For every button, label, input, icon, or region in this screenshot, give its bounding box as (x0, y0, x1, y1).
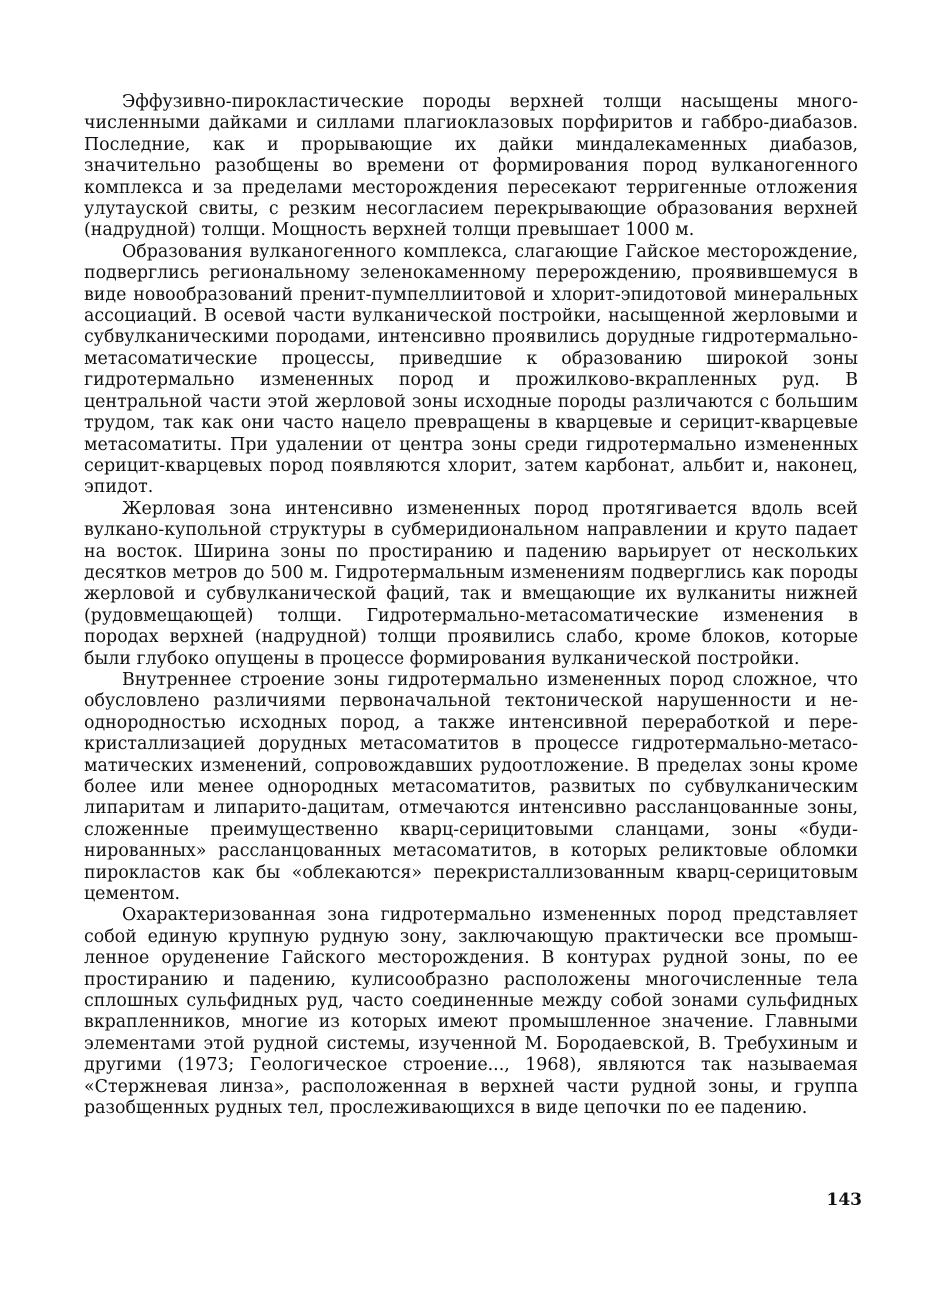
page-body (84, 92, 858, 1120)
page-number: 143 (826, 1190, 862, 1210)
paragraph-2: Образования вулканогенного комплекса, слагающие Гайское месторождение, подверглись региональному зеленокаменному перерождению, проявившемуся в виде новообразований пренит-пумпеллиитовой и хлорит-эпидотовой минеральных ассоциаций. В осевой части вулканической постройки, насыщенной жерловыми и субвулканическими породами, интенсивно проявились дорудные гидротермально-метасоматические процессы, приведшие к образованию широкой зоны гидротермально измененных пород и прожилково-вкрапленных руд. В центральной части этой жерловой зоны исходные породы различаются с большим трудом, так как они часто нацело превращены в кварцевые и серицит-кварцевые метасоматиты. При удалении от центра зоны среди гидротермально измененных серицит-кварцевых пород появляются хлорит, затем карбонат, альбит и, наконец, эпидот. (84, 241, 858, 498)
paragraph-1: Эффузивно-пирокластические породы верхней толщи насыщены многочисленными дайками и силлами плагиоклазовых порфиритов и габбро-диабазов. Последние, как и прорывающие их дайки миндалекаменных диабазов, значительно разобщены во времени от формирования пород вулканогенного комплекса и за пределами месторождения пересекают терригенные отложения улутауской свиты, с резким несогласием перекрывающие образования верхней (надрудной) толщи. Мощность верхней толщи превышает 1000 м. (84, 92, 858, 241)
paragraph-5: Охарактеризованная зона гидротермально измененных пород представляет собой единую крупную рудную зону, заключающую практически все промышленное оруденение Гайского месторождения. В контурах рудной зоны, по ее простиранию и падению, кулисообразно расположены многочисленные тела сплошных сульфидных руд, часто соединенные между собой зонами сульфидных вкрапленников, многие из которых имеют промышленное значение. Главными элементами этой рудной системы, изученной М. Бородаевской, В. Требухиным и другими (1973; Геологическое строение..., 1968), являются так называемая «Стержневая линза», расположенная в верхней части рудной зоны, и группа разобщенных рудных тел, прослеживающихся в виде цепочки по ее падению. (84, 905, 858, 1119)
paragraph-4: Внутреннее строение зоны гидротермально измененных пород сложное, что обусловлено различиями первоначальной тектонической нарушенности и неоднородностью исходных пород, а также интенсивной переработкой и перекристаллизацией дорудных метасоматитов в процессе гидротермально-метасоматических изменений, сопровождавших рудоотложение. В пределах зоны кроме более или менее однородных метасоматитов, развитых по субвулканическим липаритам и липарито-дацитам, отмечаются интенсивно рассланцованные зоны, сложенные преимущественно кварц-серицитовыми сланцами, зоны «будинированных» рассланцованных метасоматитов, в которых реликтовые обломки пирокластов как бы «облекаются» перекристаллизованным кварц-серицитовым цементом. (84, 669, 858, 905)
paragraph-3: Жерловая зона интенсивно измененных пород протягивается вдоль всей вулкано-купольной структуры в субмеридиональном направлении и круто падает на восток. Ширина зоны по простиранию и падению варьирует от нескольких десятков метров до 500 м. Гидротермальным изменениям подверглись как породы жерловой и субвулканической фаций, так и вмещающие их вулканиты нижней (рудовмещающей) толщи. Гидротермально-метасоматические изменения в породах верхней (надрудной) толщи проявились слабо, кроме блоков, которые были глубоко опущены в процессе формирования вулканической постройки. (84, 498, 858, 669)
